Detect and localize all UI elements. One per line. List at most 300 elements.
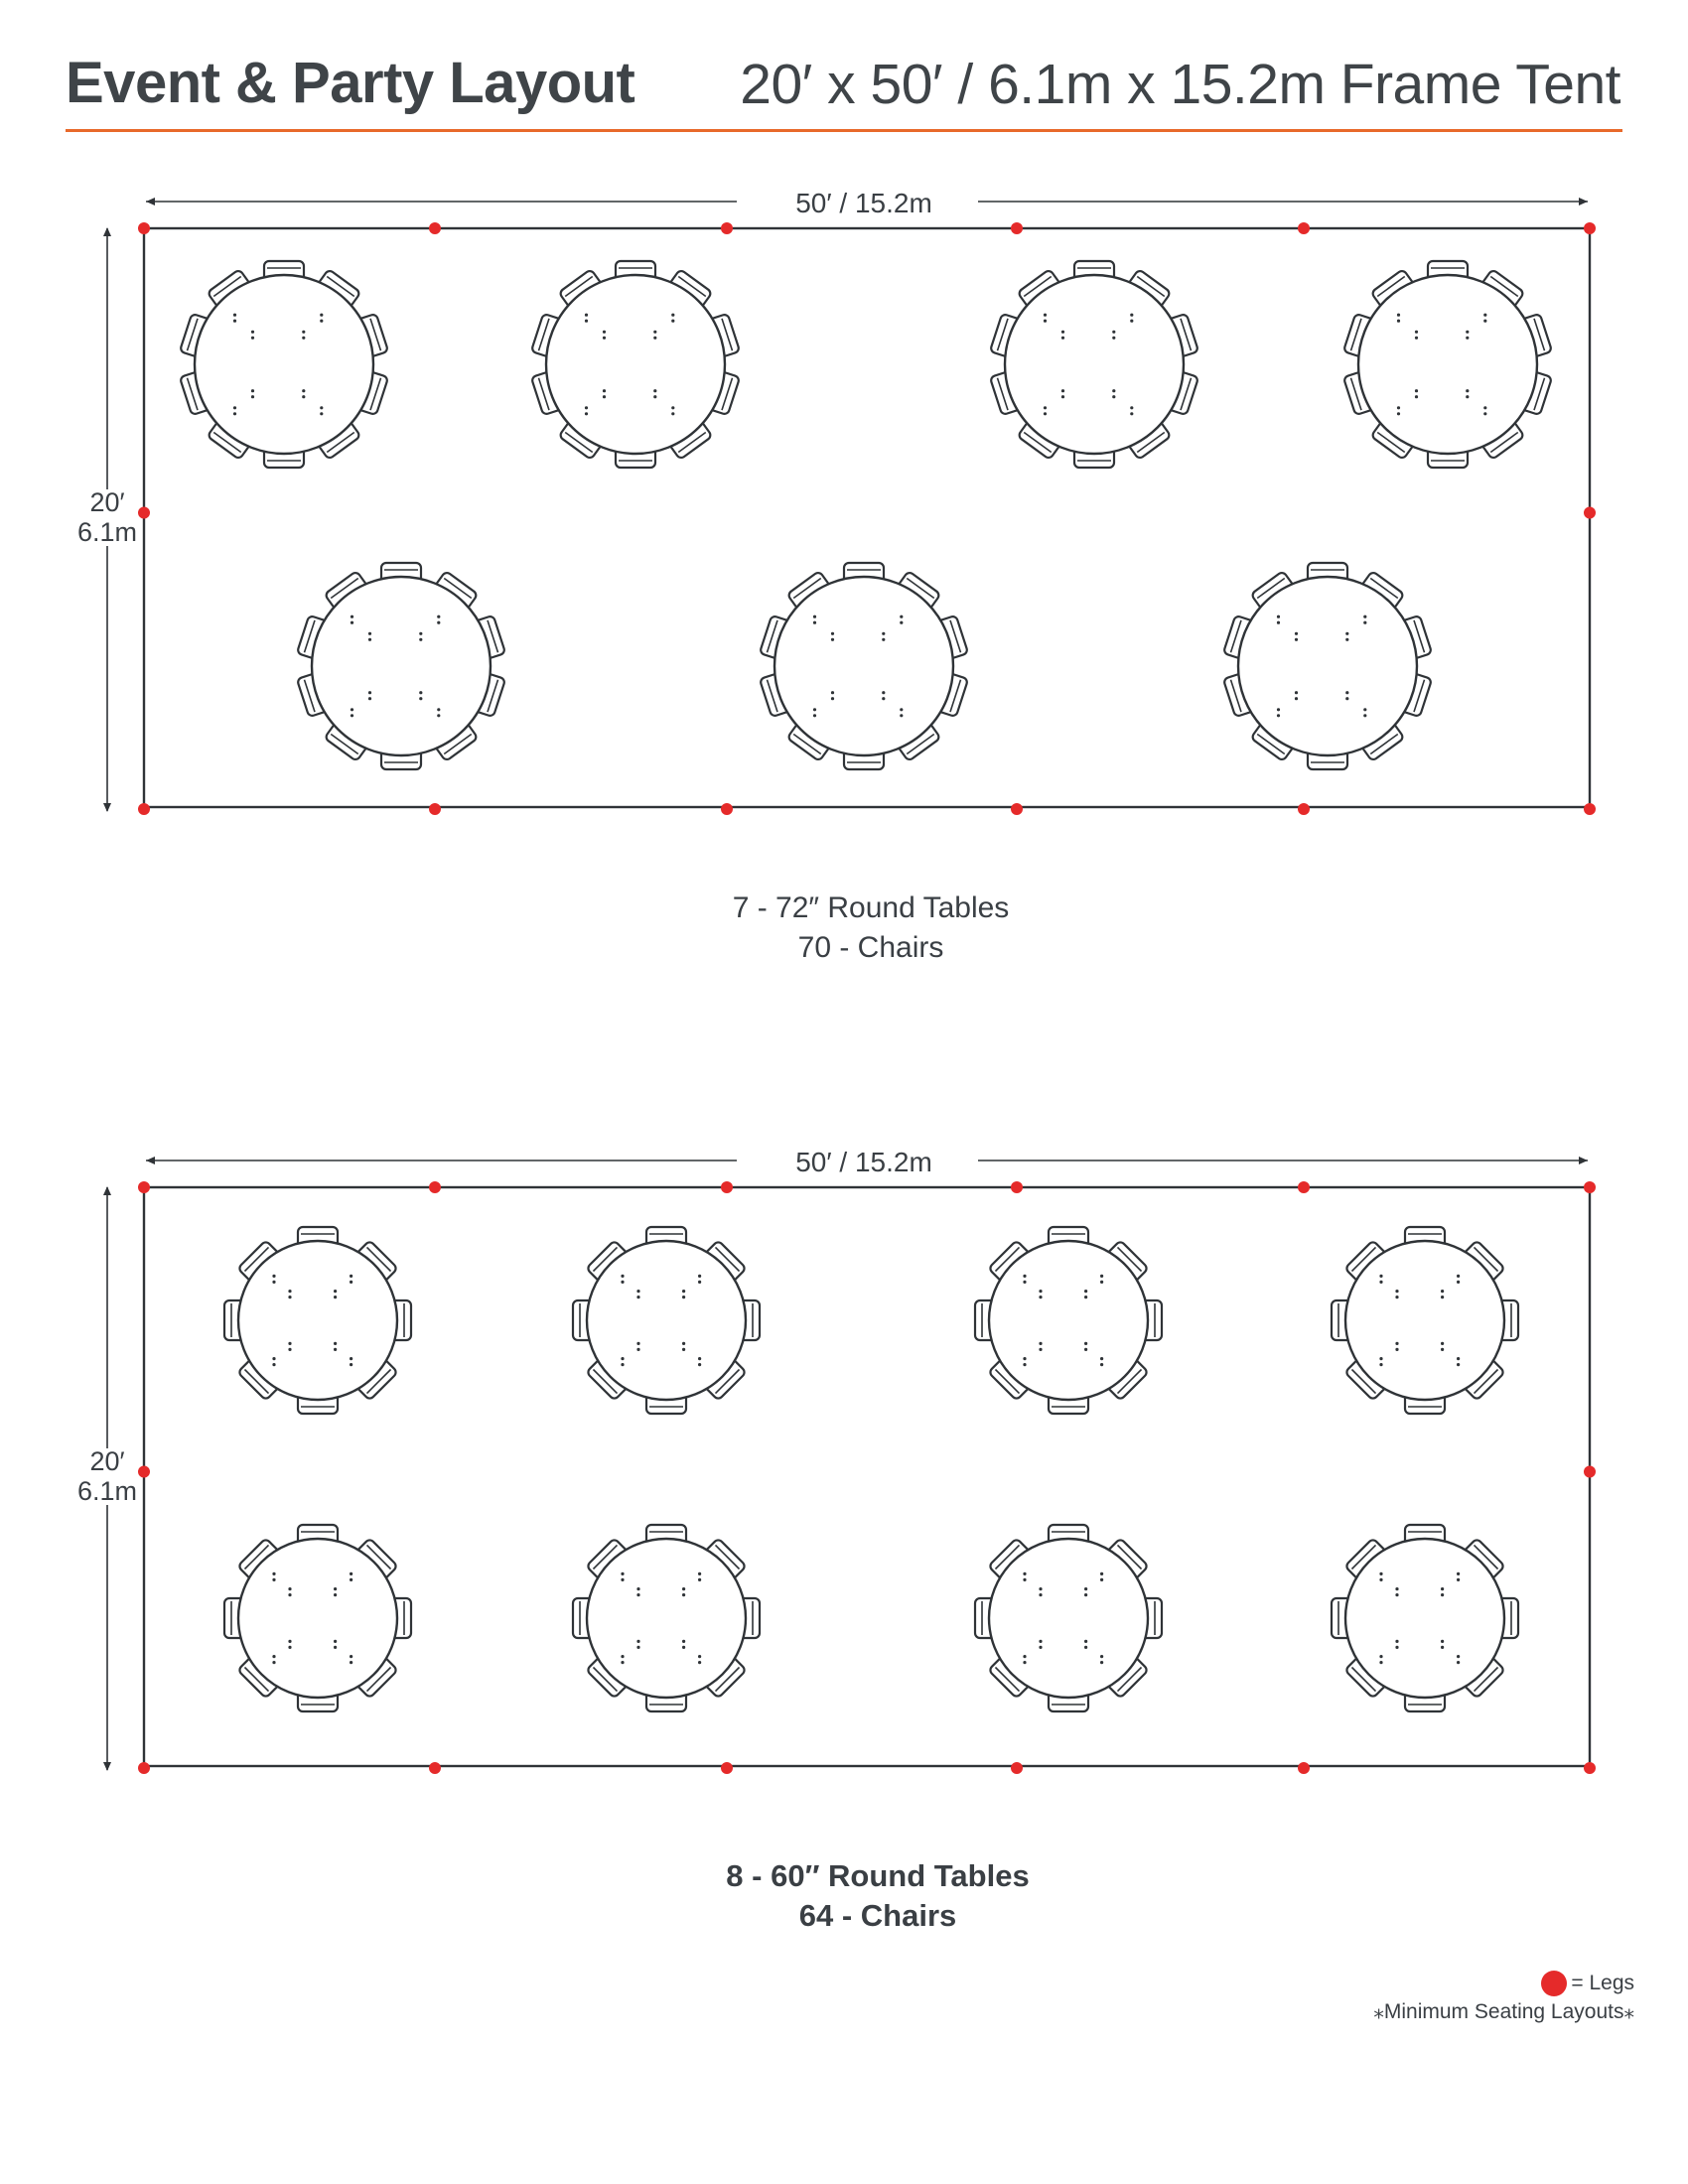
table-base-dot <box>288 1290 291 1293</box>
table-base-dot <box>1277 708 1280 711</box>
table-base-dot <box>603 395 606 398</box>
table-base-dot <box>1023 1363 1026 1366</box>
tent-leg-marker <box>1298 803 1310 815</box>
table-base-dot <box>813 615 816 618</box>
tent-leg-marker <box>1584 803 1596 815</box>
table-base-dot <box>350 1661 352 1664</box>
table-base-dot <box>1466 395 1469 398</box>
table-base-dot <box>1100 1661 1103 1664</box>
table-base-dot <box>636 1640 639 1643</box>
table-top <box>1358 275 1537 454</box>
table-base-dot <box>698 1578 701 1581</box>
table-base-dot <box>272 1357 275 1360</box>
table-base-dot <box>671 406 674 409</box>
table-base-dot <box>1466 337 1469 340</box>
table-base-dot <box>882 691 885 694</box>
table-base-dot <box>682 1646 685 1649</box>
table-base-dot <box>1415 331 1418 334</box>
tent-leg-marker <box>138 1466 150 1478</box>
table-base-dot <box>288 1296 291 1298</box>
table-base-dot <box>1441 1640 1444 1643</box>
table-base-dot <box>1441 1593 1444 1596</box>
table-base-dot <box>813 621 816 624</box>
table-base-dot <box>1345 638 1348 641</box>
table-base-dot <box>1379 1363 1382 1366</box>
table-base-dot <box>1379 1572 1382 1575</box>
table-base-dot <box>368 638 371 641</box>
table-base-dot <box>1457 1281 1460 1284</box>
table-base-dot <box>334 1348 337 1351</box>
table-top <box>1238 577 1417 755</box>
table-base-dot <box>1395 1646 1398 1649</box>
table-base-dot <box>368 691 371 694</box>
layout-2-caption-chairs: 64 - Chairs <box>798 1898 957 1933</box>
table-base-dot <box>1395 1290 1398 1293</box>
table-base-dot <box>621 1661 624 1664</box>
round-table <box>1332 1227 1518 1414</box>
table-base-dot <box>1457 1357 1460 1360</box>
table-base-dot <box>233 320 236 323</box>
table-base-dot <box>1061 337 1064 340</box>
table-base-dot <box>1023 1357 1026 1360</box>
table-base-dot <box>334 1587 337 1590</box>
table-top <box>989 1241 1148 1400</box>
round-table <box>224 1525 411 1711</box>
table-base-dot <box>437 714 440 717</box>
table-top <box>238 1539 397 1698</box>
arrowhead-icon <box>1579 198 1588 205</box>
table-base-dot <box>636 1646 639 1649</box>
table-base-dot <box>320 320 323 323</box>
arrowhead-icon <box>146 198 155 205</box>
table-base-dot <box>368 697 371 700</box>
table-base-dot <box>1100 1363 1103 1366</box>
table-base-dot <box>1395 1296 1398 1298</box>
table-base-dot <box>1061 389 1064 392</box>
table-base-dot <box>233 406 236 409</box>
table-top <box>989 1539 1148 1698</box>
table-base-dot <box>1112 331 1115 334</box>
table-base-dot <box>831 632 834 635</box>
table-base-dot <box>1379 1655 1382 1658</box>
table-base-dot <box>302 337 305 340</box>
table-base-dot <box>334 1593 337 1596</box>
table-base-dot <box>1023 1655 1026 1658</box>
table-base-dot <box>603 389 606 392</box>
table-base-dot <box>1363 615 1366 618</box>
table-base-dot <box>698 1357 701 1360</box>
table-base-dot <box>320 406 323 409</box>
table-base-dot <box>1397 314 1400 317</box>
table-base-dot <box>1295 638 1298 641</box>
table-base-dot <box>621 1655 624 1658</box>
table-base-dot <box>1415 389 1418 392</box>
table-base-dot <box>1363 714 1366 717</box>
tent-leg-marker <box>1298 222 1310 234</box>
round-table <box>975 1227 1162 1414</box>
table-base-dot <box>1295 632 1298 635</box>
table-base-dot <box>1295 691 1298 694</box>
table-base-dot <box>1112 395 1115 398</box>
round-table <box>297 563 505 769</box>
table-base-dot <box>1441 1646 1444 1649</box>
table-base-dot <box>334 1290 337 1293</box>
table-base-dot <box>636 1290 639 1293</box>
table-base-dot <box>682 1342 685 1345</box>
table-base-dot <box>653 337 656 340</box>
table-base-dot <box>1457 1275 1460 1278</box>
table-base-dot <box>1277 615 1280 618</box>
table-base-dot <box>831 697 834 700</box>
tent-leg-marker <box>429 1762 441 1774</box>
table-base-dot <box>1084 1296 1087 1298</box>
table-base-dot <box>698 1275 701 1278</box>
table-base-dot <box>419 638 422 641</box>
table-base-dot <box>437 708 440 711</box>
table-base-dot <box>1039 1348 1042 1351</box>
table-base-dot <box>233 314 236 317</box>
arrowhead-icon <box>1579 1157 1588 1164</box>
table-base-dot <box>636 1348 639 1351</box>
table-base-dot <box>621 1578 624 1581</box>
table-base-dot <box>671 412 674 415</box>
table-base-dot <box>636 1342 639 1345</box>
tent-leg-marker <box>429 1181 441 1193</box>
table-base-dot <box>350 1572 352 1575</box>
table-base-dot <box>831 691 834 694</box>
table-base-dot <box>1044 406 1047 409</box>
table-base-dot <box>251 331 254 334</box>
table-base-dot <box>334 1640 337 1643</box>
depth-dimension-label-ft: 20′ <box>89 1446 125 1476</box>
arrowhead-icon <box>103 803 111 812</box>
table-base-dot <box>1061 395 1064 398</box>
table-base-dot <box>1130 412 1133 415</box>
table-base-dot <box>900 615 903 618</box>
round-table <box>1343 261 1552 468</box>
table-base-dot <box>1084 1342 1087 1345</box>
table-top <box>312 577 491 755</box>
table-top <box>1345 1241 1504 1400</box>
round-table <box>760 563 968 769</box>
table-base-dot <box>585 412 588 415</box>
table-base-dot <box>1100 1281 1103 1284</box>
table-base-dot <box>1044 412 1047 415</box>
table-top <box>774 577 953 755</box>
table-base-dot <box>288 1593 291 1596</box>
table-base-dot <box>288 1646 291 1649</box>
table-base-dot <box>698 1572 701 1575</box>
table-base-dot <box>1457 1661 1460 1664</box>
table-base-dot <box>1441 1587 1444 1590</box>
tent-leg-marker <box>1584 1466 1596 1478</box>
table-base-dot <box>653 395 656 398</box>
table-base-dot <box>636 1296 639 1298</box>
table-base-dot <box>320 412 323 415</box>
depth-dimension-label-m: 6.1m <box>76 1476 138 1506</box>
table-base-dot <box>334 1646 337 1649</box>
tent-leg-marker <box>721 1181 733 1193</box>
tent-leg-marker <box>721 803 733 815</box>
table-base-dot <box>682 1290 685 1293</box>
table-base-dot <box>1023 1661 1026 1664</box>
table-base-dot <box>1379 1357 1382 1360</box>
round-table <box>1332 1525 1518 1711</box>
tent-leg-marker <box>1011 1181 1023 1193</box>
round-table <box>573 1227 760 1414</box>
tent-leg-marker <box>1584 1181 1596 1193</box>
table-base-dot <box>1084 1593 1087 1596</box>
table-base-dot <box>813 708 816 711</box>
table-base-dot <box>1345 697 1348 700</box>
tent-layout-2 <box>77 1147 1596 1774</box>
table-base-dot <box>1084 1290 1087 1293</box>
table-base-dot <box>900 714 903 717</box>
table-base-dot <box>1379 1281 1382 1284</box>
table-base-dot <box>419 697 422 700</box>
table-base-dot <box>1130 406 1133 409</box>
table-base-dot <box>302 389 305 392</box>
table-base-dot <box>1379 1578 1382 1581</box>
layout-1-caption-tables: 7 - 72″ Round Tables <box>732 891 1010 924</box>
layout-1-caption-chairs: 70 - Chairs <box>797 931 944 964</box>
table-base-dot <box>288 1640 291 1643</box>
table-base-dot <box>251 389 254 392</box>
arrowhead-icon <box>103 1186 111 1195</box>
table-base-dot <box>1395 1348 1398 1351</box>
table-base-dot <box>350 1275 352 1278</box>
table-base-dot <box>1483 412 1486 415</box>
table-base-dot <box>288 1348 291 1351</box>
table-base-dot <box>302 331 305 334</box>
table-base-dot <box>1100 1655 1103 1658</box>
table-base-dot <box>1483 314 1486 317</box>
table-base-dot <box>1441 1342 1444 1345</box>
tent-leg-marker <box>721 1762 733 1774</box>
depth-dimension-label-ft: 20′ <box>89 487 125 517</box>
legend-legs <box>1541 1971 1634 1996</box>
table-base-dot <box>1044 320 1047 323</box>
table-base-dot <box>682 1587 685 1590</box>
tent-leg-marker <box>429 222 441 234</box>
table-base-dot <box>1039 1296 1042 1298</box>
table-base-dot <box>671 320 674 323</box>
table-base-dot <box>272 1281 275 1284</box>
table-base-dot <box>1395 1342 1398 1345</box>
tent-leg-marker <box>138 222 150 234</box>
minimum-seating-note: ⁎Minimum Seating Layouts⁎ <box>1373 2000 1634 2023</box>
arrowhead-icon <box>103 227 111 236</box>
table-top <box>1345 1539 1504 1698</box>
table-base-dot <box>1397 406 1400 409</box>
width-dimension-label: 50′ / 15.2m <box>795 188 932 218</box>
table-base-dot <box>1277 714 1280 717</box>
table-base-dot <box>334 1296 337 1298</box>
table-base-dot <box>302 395 305 398</box>
table-base-dot <box>1457 1655 1460 1658</box>
tent-leg-marker <box>1011 222 1023 234</box>
tent-leg-marker <box>429 803 441 815</box>
tent-leg-marker <box>138 1762 150 1774</box>
page-title: Event & Party Layout <box>66 51 635 115</box>
table-base-dot <box>698 1281 701 1284</box>
table-base-dot <box>350 1363 352 1366</box>
tent-leg-marker <box>1011 1762 1023 1774</box>
table-base-dot <box>1295 697 1298 700</box>
table-base-dot <box>350 1357 352 1360</box>
tent-layout-1 <box>77 188 1596 815</box>
table-base-dot <box>1039 1290 1042 1293</box>
table-base-dot <box>1363 621 1366 624</box>
table-base-dot <box>1039 1640 1042 1643</box>
table-top <box>587 1241 746 1400</box>
table-base-dot <box>682 1348 685 1351</box>
table-base-dot <box>1023 1572 1026 1575</box>
table-base-dot <box>272 1661 275 1664</box>
table-base-dot <box>1441 1290 1444 1293</box>
table-base-dot <box>621 1572 624 1575</box>
table-base-dot <box>1061 331 1064 334</box>
table-base-dot <box>1466 331 1469 334</box>
tent-leg-marker <box>1298 1762 1310 1774</box>
table-base-dot <box>682 1593 685 1596</box>
table-base-dot <box>603 337 606 340</box>
table-base-dot <box>1084 1587 1087 1590</box>
table-base-dot <box>900 708 903 711</box>
table-base-dot <box>419 691 422 694</box>
table-base-dot <box>621 1363 624 1366</box>
table-base-dot <box>1379 1275 1382 1278</box>
table-base-dot <box>1345 632 1348 635</box>
table-base-dot <box>621 1281 624 1284</box>
table-base-dot <box>585 314 588 317</box>
table-base-dot <box>1466 389 1469 392</box>
table-base-dot <box>621 1275 624 1278</box>
table-base-dot <box>1345 691 1348 694</box>
table-base-dot <box>350 1578 352 1581</box>
table-base-dot <box>320 314 323 317</box>
table-base-dot <box>437 615 440 618</box>
round-table <box>990 261 1198 468</box>
table-base-dot <box>437 621 440 624</box>
table-base-dot <box>1023 1281 1026 1284</box>
table-base-dot <box>1100 1357 1103 1360</box>
table-base-dot <box>1363 708 1366 711</box>
table-base-dot <box>251 395 254 398</box>
table-base-dot <box>1395 1593 1398 1596</box>
table-base-dot <box>288 1587 291 1590</box>
table-base-dot <box>621 1357 624 1360</box>
table-base-dot <box>1397 320 1400 323</box>
tent-leg-marker <box>1298 1181 1310 1193</box>
tent-leg-marker <box>1584 507 1596 519</box>
tent-leg-marker <box>721 222 733 234</box>
table-base-dot <box>653 389 656 392</box>
arrowhead-icon <box>146 1157 155 1164</box>
table-base-dot <box>272 1578 275 1581</box>
table-base-dot <box>603 331 606 334</box>
tent-leg-marker <box>138 803 150 815</box>
table-base-dot <box>1039 1646 1042 1649</box>
table-base-dot <box>1100 1578 1103 1581</box>
round-table <box>1223 563 1432 769</box>
tent-leg-marker <box>138 1181 150 1193</box>
table-top <box>238 1241 397 1400</box>
table-base-dot <box>1084 1348 1087 1351</box>
table-base-dot <box>1100 1572 1103 1575</box>
table-base-dot <box>1112 389 1115 392</box>
table-base-dot <box>636 1593 639 1596</box>
table-base-dot <box>1130 320 1133 323</box>
table-base-dot <box>653 331 656 334</box>
arrowhead-icon <box>103 1762 111 1771</box>
round-table <box>573 1525 760 1711</box>
round-table <box>224 1227 411 1414</box>
tent-leg-marker <box>1011 803 1023 815</box>
tent-leg-marker <box>1584 222 1596 234</box>
table-base-dot <box>698 1661 701 1664</box>
table-base-dot <box>272 1655 275 1658</box>
table-base-dot <box>1395 1587 1398 1590</box>
table-base-dot <box>1023 1275 1026 1278</box>
round-table <box>180 261 388 468</box>
table-base-dot <box>334 1342 337 1345</box>
table-base-dot <box>882 638 885 641</box>
table-base-dot <box>671 314 674 317</box>
table-base-dot <box>1039 1342 1042 1345</box>
table-base-dot <box>272 1572 275 1575</box>
table-base-dot <box>698 1655 701 1658</box>
table-base-dot <box>272 1363 275 1366</box>
width-dimension-label: 50′ / 15.2m <box>795 1147 932 1177</box>
table-base-dot <box>419 632 422 635</box>
table-base-dot <box>1084 1646 1087 1649</box>
round-table <box>531 261 740 468</box>
table-base-dot <box>682 1640 685 1643</box>
table-base-dot <box>351 615 353 618</box>
table-base-dot <box>1457 1578 1460 1581</box>
table-base-dot <box>288 1342 291 1345</box>
table-base-dot <box>351 708 353 711</box>
table-base-dot <box>350 1281 352 1284</box>
table-base-dot <box>350 1655 352 1658</box>
depth-dimension-label-m: 6.1m <box>76 517 138 547</box>
table-base-dot <box>1397 412 1400 415</box>
table-base-dot <box>682 1296 685 1298</box>
tent-leg-marker <box>1584 1762 1596 1774</box>
table-top <box>1005 275 1184 454</box>
table-base-dot <box>1441 1296 1444 1298</box>
layout-2-caption-tables: 8 - 60″ Round Tables <box>726 1858 1030 1893</box>
table-base-dot <box>351 714 353 717</box>
table-base-dot <box>368 632 371 635</box>
table-top <box>587 1539 746 1698</box>
table-base-dot <box>1130 314 1133 317</box>
table-base-dot <box>1395 1640 1398 1643</box>
table-base-dot <box>1441 1348 1444 1351</box>
table-base-dot <box>1044 314 1047 317</box>
table-top <box>195 275 373 454</box>
round-table <box>975 1525 1162 1711</box>
table-base-dot <box>900 621 903 624</box>
table-base-dot <box>1039 1593 1042 1596</box>
table-base-dot <box>1023 1578 1026 1581</box>
table-base-dot <box>1100 1275 1103 1278</box>
table-base-dot <box>1084 1640 1087 1643</box>
tent-leg-marker <box>138 507 150 519</box>
legend-legs-label: = Legs <box>1571 1972 1634 1994</box>
table-base-dot <box>233 412 236 415</box>
